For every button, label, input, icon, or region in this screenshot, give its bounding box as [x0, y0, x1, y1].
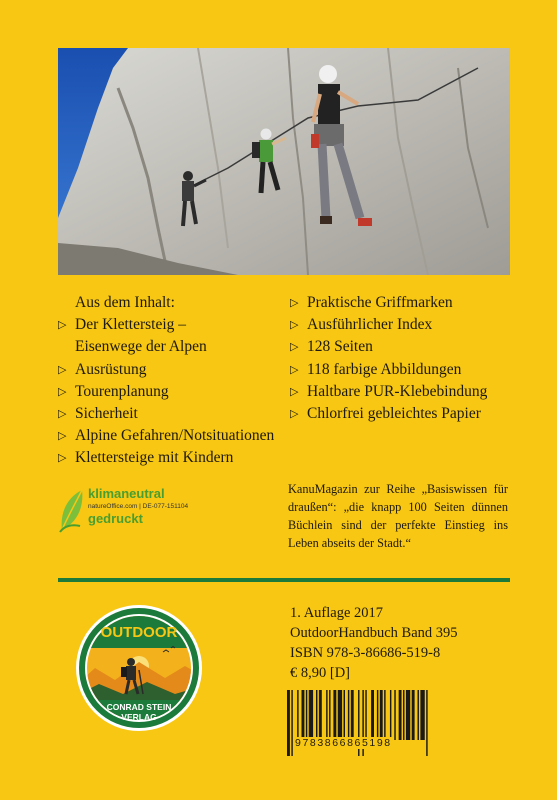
- triangle-bullet-icon: ▷: [290, 385, 299, 398]
- barcode-bar: [329, 690, 330, 740]
- badge-publisher-line2: VERLAG: [121, 712, 157, 722]
- barcode-bar: [380, 690, 383, 740]
- barcode-bar: [371, 690, 374, 740]
- barcode-bar: [384, 690, 385, 740]
- badge-publisher-line1: CONRAD STEIN: [106, 702, 172, 712]
- triangle-bullet-icon: ▷: [290, 341, 299, 354]
- list-item: ▷ Der Klettersteig –: [58, 314, 298, 336]
- list-item: ▷ Ausrüstung: [58, 359, 298, 381]
- list-item: ▷ Tourenplanung: [58, 381, 298, 403]
- badge-title: OUTDOOR: [100, 624, 178, 641]
- barcode-bar: [333, 690, 336, 740]
- barcode-bar: [403, 690, 404, 740]
- list-item: ▷ Klettersteige mit Kindern: [58, 447, 298, 469]
- barcode-bar: [377, 690, 378, 740]
- barcode-bar: [351, 690, 354, 740]
- barcode-bar: [287, 690, 290, 756]
- triangle-bullet-icon: ▷: [58, 319, 67, 332]
- barcode-bar: [412, 690, 415, 740]
- triangle-bullet-icon: ▷: [58, 363, 67, 376]
- list-item: ▷ 128 Seiten: [290, 336, 520, 358]
- barcode-bar: [316, 690, 317, 740]
- barcode-bar: [390, 690, 391, 740]
- outdoor-badge: [75, 604, 203, 732]
- book-info: [290, 603, 458, 683]
- barcode-bar: [309, 690, 313, 740]
- klimaneutral-text: klimaneutral: [88, 486, 165, 501]
- triangle-bullet-icon: ▷: [58, 430, 67, 443]
- barcode-bar: [319, 690, 322, 740]
- triangle-bullet-icon: ▷: [290, 408, 299, 421]
- barcode-bar: [297, 690, 298, 740]
- divider-line: [58, 578, 510, 582]
- barcode-bar: [399, 690, 402, 740]
- barcode-bar: [344, 690, 345, 740]
- triangle-bullet-icon: ▷: [58, 452, 67, 465]
- triangle-bullet-icon: ▷: [58, 385, 67, 398]
- contents-heading: Aus dem Inhalt:: [75, 294, 175, 311]
- review-quote: KanuMagazin zur Reihe „Basiswissen für draußen“: „die knapp 100 Seiten dünnen Büchlein sind der perfekte Einstieg ins Leben abseits der Stadt.“: [288, 482, 508, 550]
- cover-photo-climbers: [58, 48, 510, 275]
- barcode-bar: [420, 690, 424, 740]
- barcode-bar: [406, 690, 410, 740]
- list-item: ▷ Ausführlicher Index: [290, 314, 520, 336]
- contents-list-right: [290, 292, 520, 425]
- list-item: ▷ Sicherheit: [58, 403, 298, 425]
- list-item: ▷ 118 farbige Abbildungen: [290, 359, 520, 381]
- barcode-bar: [365, 690, 366, 740]
- contents-list-left: [58, 292, 298, 470]
- triangle-bullet-icon: ▷: [290, 319, 299, 332]
- leaf-icon: [58, 486, 88, 534]
- list-item: ▷ Praktische Griffmarken: [290, 292, 520, 314]
- list-item: ▷ Alpine Gefahren/Notsituationen: [58, 425, 298, 447]
- barcode-bar: [326, 690, 327, 740]
- klimaneutral-id: natureOffice.com | DE-077-151104: [88, 503, 189, 510]
- edition-text: 1. Auflage 2017: [290, 605, 384, 621]
- triangle-bullet-icon: ▷: [58, 408, 67, 421]
- triangle-bullet-icon: ▷: [290, 297, 299, 309]
- barcode-bar: [306, 690, 307, 740]
- barcode-number: 9783866865198: [295, 737, 392, 749]
- series-text: OutdoorHandbuch Band 395: [290, 625, 458, 641]
- price-text: € 8,90 [D]: [290, 665, 351, 681]
- list-item: ▷ Haltbare PUR-Klebebindung: [290, 381, 520, 403]
- barcode-bar: [418, 690, 419, 740]
- barcode-bar: [302, 690, 305, 740]
- gedruckt-text: gedruckt: [88, 511, 143, 526]
- isbn-text: ISBN 978-3-86686-519-8: [290, 645, 441, 661]
- barcode-bar: [338, 690, 342, 740]
- barcode-bar: [348, 690, 349, 740]
- barcode-bar: [426, 690, 427, 756]
- triangle-bullet-icon: ▷: [290, 363, 299, 376]
- barcode-bar: [394, 690, 395, 740]
- klimaneutral-logo: [58, 484, 218, 544]
- list-item-continuation: Eisenwege der Alpen: [75, 338, 207, 356]
- list-item: ▷ Chlorfrei gebleichtes Papier: [290, 403, 520, 425]
